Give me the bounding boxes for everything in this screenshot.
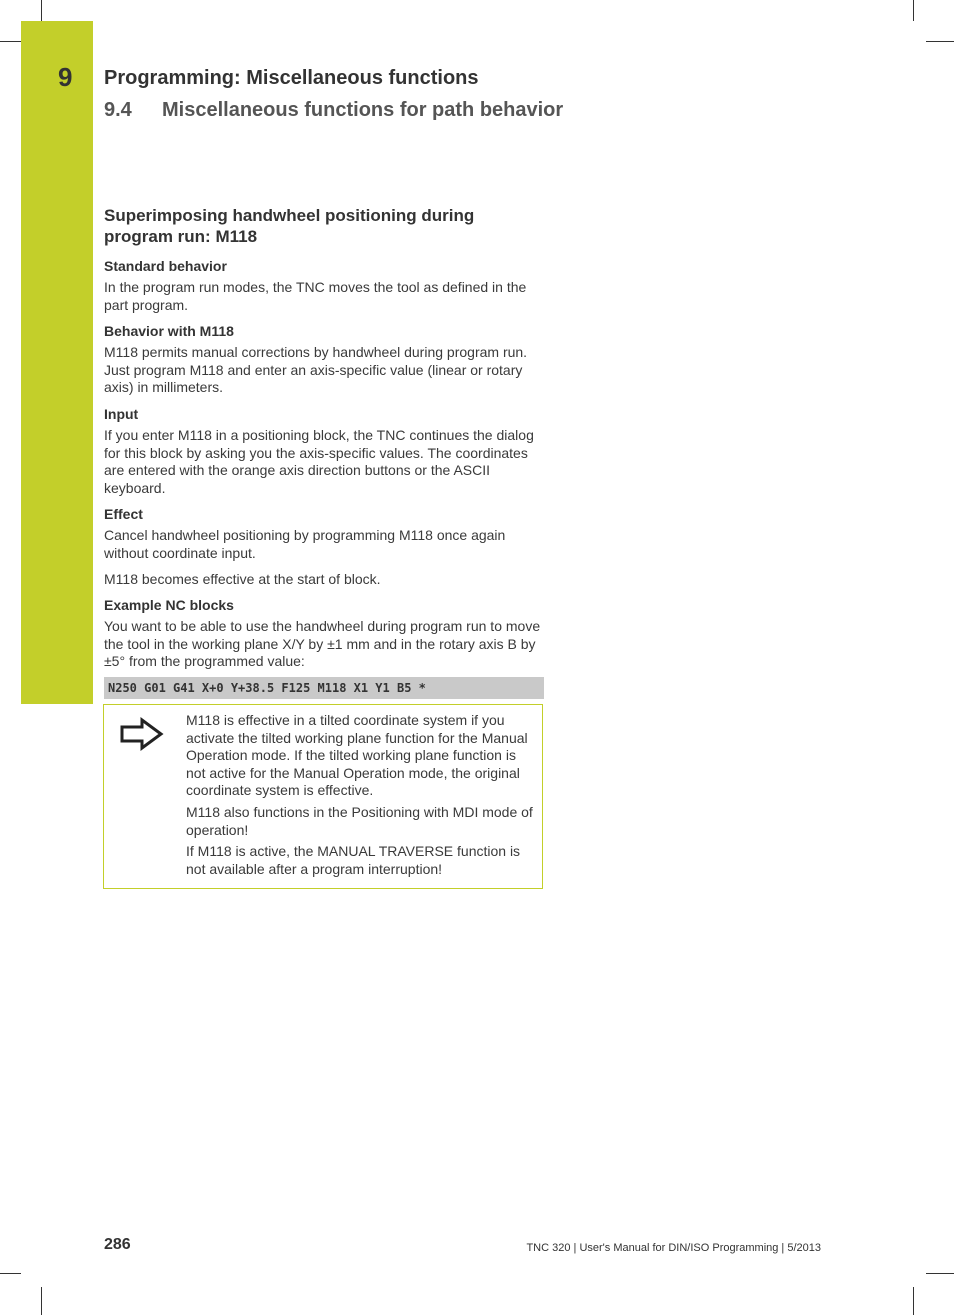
nc-code-block: N250 G01 G41 X+0 Y+38.5 F125 M118 X1 Y1 B5 * (104, 677, 544, 699)
section-heading: Example NC blocks (104, 597, 234, 614)
footer-text: TNC 320 | User's Manual for DIN/ISO Programming | 5/2013 (526, 1242, 821, 1254)
crop-mark (41, 1287, 42, 1315)
crop-mark (913, 1287, 914, 1315)
section-number: 9.4 (104, 99, 132, 121)
note-paragraph: M118 is effective in a tilted coordinate system if you activate the tilted working plane function for the Manual Operation mode. If the tilted working plane function is not active for the Manual Operation mode, the original coordinate system is effective. (186, 712, 528, 799)
crop-mark (913, 0, 914, 21)
note-box (103, 704, 543, 889)
section-heading: Effect (104, 506, 143, 523)
arrow-right-icon (120, 717, 164, 751)
section-heading: Input (104, 405, 139, 422)
paragraph: If you enter M118 in a positioning block, the TNC continues the dialog for this block by asking you the axis-specific values. The coordinates are entered with the orange axis direction buttons or the ASCII keyboard. (104, 426, 534, 496)
crop-mark (926, 41, 954, 42)
paragraph: You want to be able to use the handwheel during program run to move the tool in the working plane X/Y by ±1 mm and in the rotary axis B by ±5° from the programmed value: (104, 618, 541, 670)
paragraph: In the program run modes, the TNC moves the tool as defined in the part program. (104, 279, 527, 313)
page-number: 286 (104, 1236, 131, 1253)
paragraph: M118 permits manual corrections by handwheel during program run. Just program M118 and enter an axis-specific value (linear or rotary axis) in millimeters. (104, 344, 528, 396)
section-heading: Standard behavior (104, 258, 227, 274)
chapter-title: Programming: Miscellaneous functions (104, 67, 479, 89)
note-paragraph: If M118 is active, the MANUAL TRAVERSE function is not available after a program interruption! (186, 843, 521, 877)
paragraph: M118 becomes effective at the start of block. (104, 570, 381, 587)
main-content (104, 205, 544, 699)
note-paragraph: M118 also functions in the Positioning with MDI mode of operation! (186, 803, 533, 838)
crop-mark (41, 0, 42, 21)
crop-mark (0, 41, 21, 42)
chapter-tab (21, 21, 93, 704)
note-text (186, 712, 534, 882)
paragraph: Cancel handwheel positioning by programming M118 once again without coordinate input. (104, 527, 506, 561)
crop-mark (926, 1273, 954, 1274)
page-title: Superimposing handwheel positioning during program run: M118 (104, 206, 475, 246)
section-heading: Behavior with M118 (104, 323, 234, 340)
section-title: Miscellaneous functions for path behavior (162, 99, 564, 121)
chapter-number: 9 (58, 62, 73, 92)
crop-mark (0, 1273, 21, 1274)
